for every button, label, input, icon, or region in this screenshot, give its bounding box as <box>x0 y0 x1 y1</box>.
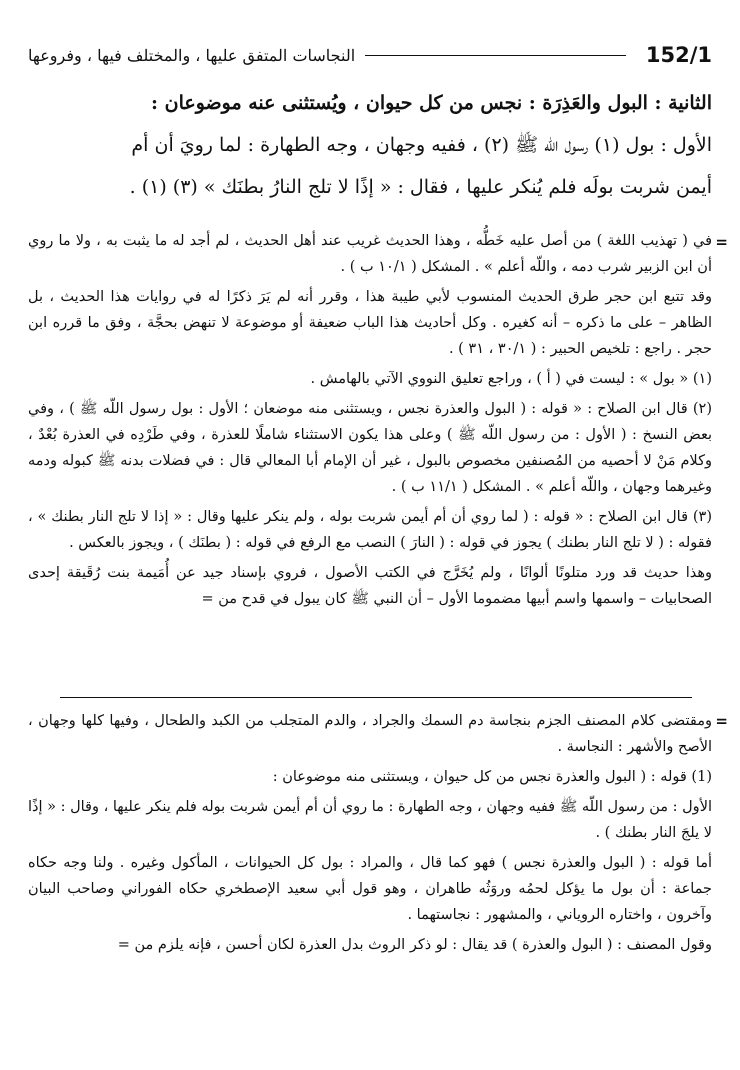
footnote-3-continued: وهذا حديث قد ورد متلونًا ألوانًا ، ولم يُخَرَّج في الكتب الأصول ، فروي بإسناد جيد عن أُمَيمة بنت رُقَيقة إحدى الصحابيات – واسمها واسم أبيها مضموما الأول – أن النبي ﷺ كان يبول في قدح من = <box>28 565 712 607</box>
note-continuation: في ( تهذيب اللغة ) من أصل عليه خَطُّه ، وهذا الحديث غريب عند أهل الحديث ، لم أجد له ما يثبت به ، ولا ما روي أن ابن الزبير شرب دمه ، واللّه أعلم » . المشكل ( ١٠/١ ب ) . <box>28 233 712 275</box>
commentary-footnote-1-quote: الأول : من رسول اللّه ﷺ ففيه وجهان ، وجه الطهارة : ما روي أن أم أيمن شربت بوله فلم ينكر عليها ، وقال : « إذًا لا يلجَ النار بطنك ) . <box>28 799 712 841</box>
footnotes-lower <box>28 708 712 962</box>
continuation-mark: = <box>715 712 728 730</box>
page-header <box>28 40 712 70</box>
main-line-1: الثانية : البول والعَذِرَة : نجس من كل حيوان ، ويُستثنى عنه موضوعان : <box>150 92 712 114</box>
header-rule <box>365 55 626 56</box>
commentary-paragraph-end: وقول المصنف : ( البول والعذرة ) قد يقال : لو ذكر الروث بدل العذرة لكان أحسن ، فإنه يلزم من = <box>117 937 712 953</box>
running-title: النجاسات المتفق عليها ، والمختلف فيها ، وفروعها <box>28 45 356 65</box>
footnotes-upper <box>28 228 712 616</box>
main-line-2: الأول : بول (١) رسول اللّه ﷺ (٢) ، ففيه وجهان ، وجه الطهارة : لما رويَ أن أم <box>131 134 712 156</box>
main-text <box>28 82 712 208</box>
section-divider <box>60 697 692 698</box>
commentary-continuation: ومقتضى كلام المصنف الجزم بنجاسة دم السمك والجراد ، والدم المتجلب من الكبد والطحال ، وفيها كلها وجهان ، الأصح والأشهر : النجاسة . <box>28 713 712 755</box>
commentary-paragraph: أما قوله : ( البول والعذرة نجس ) فهو كما قال ، والمراد : بول كل الحيوانات ، المأكول وغيره . ولنا وجه حكاه جماعة : أن بول ما يؤكل لحمُه وروَثُه طاهران ، وهو قول أبي سعيد الإصطخري حكاه الفوراني وصاحب البيان وآخرون ، واختاره الروياني ، والمشهور : نجاستهما . <box>28 855 712 923</box>
commentary-footnote-1: (1) قوله : ( البول والعذرة نجس من كل حيوان ، ويستثنى منه موضوعان : <box>272 769 712 785</box>
note-paragraph: وقد تتبع ابن حجر طرق الحديث المنسوب لأبي طيبة هذا ، وقرر أنه لم يَرَ ذكرًا له في روايات هذا الحديث ، بل الظاهر – على ما ذكره – أنه كغيره . وكل أحاديث هذا الباب ضعيفة أو موضوعة لا تنهض بحجَّة ، وفق ما قرره ابن حجر . راجع : تلخيص الحبير : ( ٣٠/١ ، ٣١ ) . <box>28 289 712 357</box>
continuation-mark: = <box>715 233 728 251</box>
main-line-3: أيمن شربت بولَه فلم يُنكر عليها ، فقال : « إذًا لا تلج النارُ بطنَك » (٣) (١) . <box>129 176 712 198</box>
footnote-2: (٢) قال ابن الصلاح : « قوله : ( البول والعذرة نجس ، ويستثنى منه موضعان ؛ الأول : بول رسول اللّه ﷺ ) ، وفي بعض النسخ : ( الأول : من رسول اللّه ﷺ ) وعلى هذا يكون الاستثناء شاملًا للعذرة ، وفي طَرْدِه في العذرة بُعْدٌ ، وكلام مَنْ لا أحصيه من المُصنفين مخصوص بالبول ، غير أن الإمام أبا المعالي قال : في فضلات بدنه ﷺ كبوله ودمه وغيرهما وجهان ، واللّه أعلم » . المشكل ( ١١/١ ب ) . <box>28 401 712 495</box>
page-number: 152/1 <box>645 43 712 67</box>
footnote-3: (٣) قال ابن الصلاح : « قوله : ( لما روي أن أم أيمن شربت بوله ، ولم ينكر عليها وقال : « إذا لا تلج النار بطنك » ، فقوله : ( لا تلج النار بطنك ) يجوز في قوله : ( النارَ ) النصب مع الرفع في قوله : ( بطنَك ) ، ويجوز بالعكس . <box>28 509 712 551</box>
footnote-1: (١) « بول » : ليست في ( أ ) ، وراجع تعليق النووي الآتي بالهامش . <box>310 371 712 387</box>
